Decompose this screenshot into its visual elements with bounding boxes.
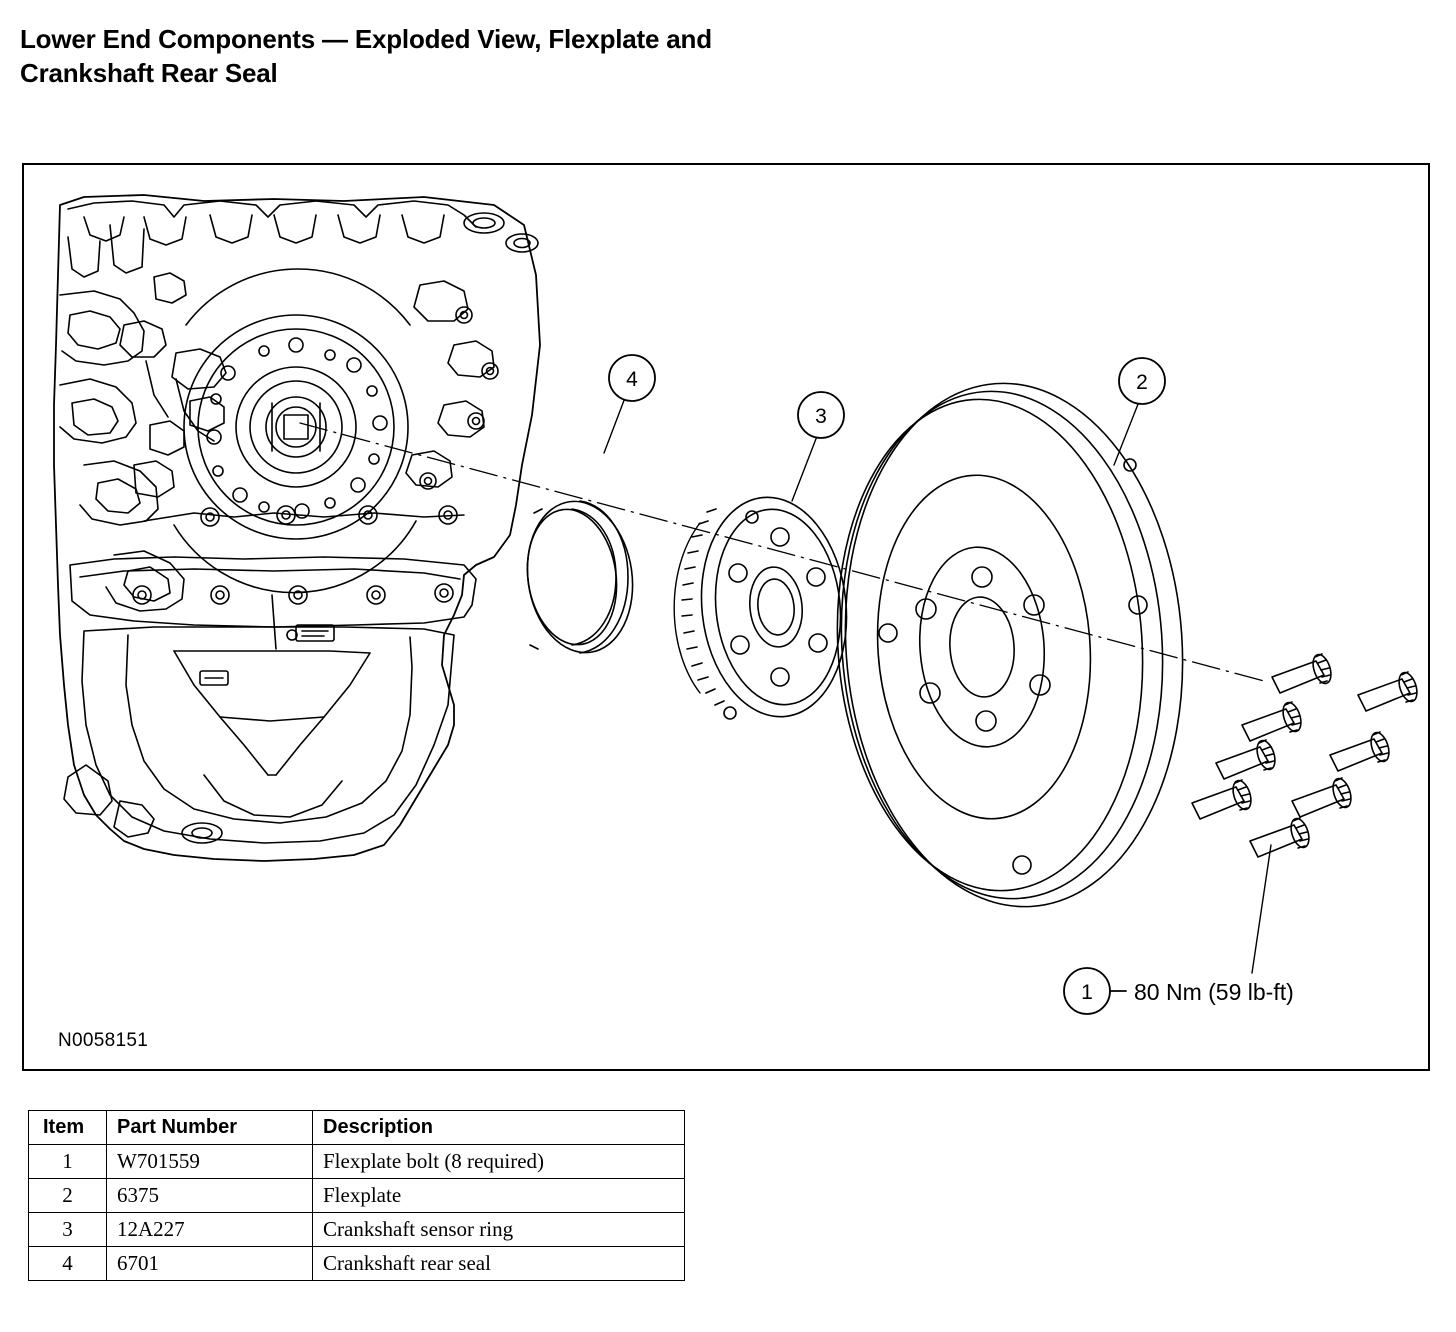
cell-description: Crankshaft sensor ring — [313, 1213, 685, 1247]
table-row — [29, 1179, 685, 1213]
cell-item: 3 — [29, 1213, 107, 1247]
cell-description: Flexplate — [313, 1179, 685, 1213]
page-title: Lower End Components — Exploded View, Flexplate and Crankshaft Rear Seal — [20, 24, 712, 89]
table-header-row — [29, 1111, 685, 1145]
flexplate-part — [821, 372, 1200, 918]
callout-label-2: 2 — [1136, 371, 1148, 394]
cell-description: Flexplate bolt (8 required) — [313, 1145, 685, 1179]
parts-table — [28, 1110, 685, 1281]
engine-block-illustration — [54, 195, 540, 861]
callout-label-1: 1 — [1081, 981, 1093, 1004]
assembly-centerline — [300, 423, 1264, 681]
callout-label-4: 4 — [626, 368, 638, 391]
cell-part-number: 6375 — [107, 1179, 313, 1213]
cell-item: 4 — [29, 1247, 107, 1281]
figure-illustration — [24, 165, 1428, 1069]
table-row — [29, 1213, 685, 1247]
cell-item: 2 — [29, 1179, 107, 1213]
table-row — [29, 1145, 685, 1179]
flexplate-bolts — [1192, 652, 1420, 857]
cell-item: 1 — [29, 1145, 107, 1179]
table-row — [29, 1247, 685, 1281]
torque-specification-label: 80 Nm (59 lb-ft) — [1134, 979, 1294, 1005]
column-header-description: Description — [313, 1111, 685, 1145]
column-header-part-number: Part Number — [107, 1111, 313, 1145]
cell-description: Crankshaft rear seal — [313, 1247, 685, 1281]
callout-label-3: 3 — [815, 405, 827, 428]
cell-part-number: W701559 — [107, 1145, 313, 1179]
crankshaft-sensor-ring-part — [674, 490, 857, 724]
crankshaft-rear-seal-part — [518, 495, 642, 660]
cell-part-number: 6701 — [107, 1247, 313, 1281]
figure-id-label: N0058151 — [58, 1030, 149, 1051]
cell-part-number: 12A227 — [107, 1213, 313, 1247]
column-header-item: Item — [29, 1111, 107, 1145]
exploded-view-figure — [22, 163, 1430, 1071]
